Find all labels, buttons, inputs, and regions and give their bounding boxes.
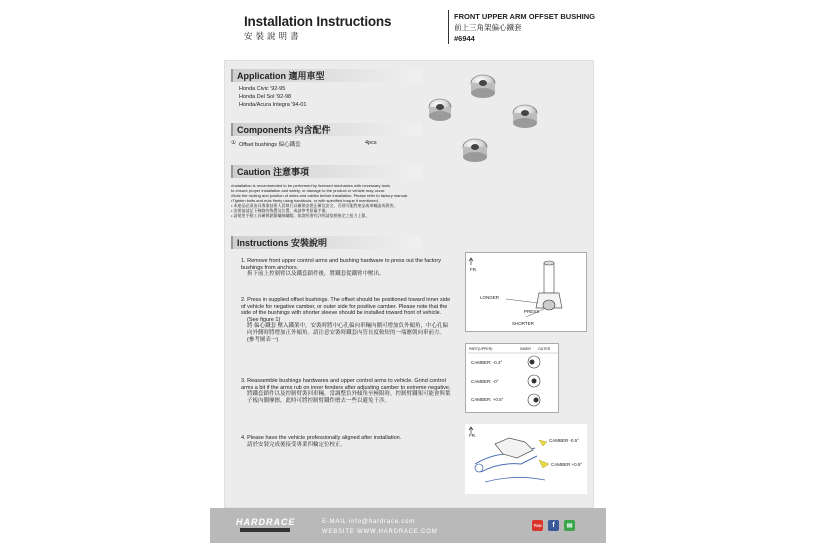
- application-heading-bar: [231, 69, 421, 82]
- instruction-step-3: [241, 378, 451, 404]
- instruction-step-1: [241, 258, 451, 278]
- youtube-icon[interactable]: You: [532, 520, 543, 531]
- step-text-cn: 將鐵套鎖件以及控制臂裝回車輛。當調整負外傾角至極限時，控制臂鐵架可能會與葉子板內側摩擦，此時可將控制臂鐵件磨去一些以避免干涉。: [247, 391, 451, 404]
- caution-text: [231, 183, 461, 218]
- bushing-shape: [463, 139, 487, 162]
- wechat-icon[interactable]: ✉: [564, 520, 575, 531]
- bushing-offset-shape: [528, 394, 540, 406]
- caution-line: •Tighten bolts and nuts firmly using handtools, or with specified torque if mentioned.: [231, 198, 379, 203]
- step-text-cn: 拆下前上控制臂以及鐵套鎖件後，將鐵套從鐵臂中壓出。: [247, 271, 385, 278]
- step-text: 2. Press in supplied offset bushings. The offset should be positioned toward inner side of vehicle for negative camber, or outer side for positive camber. Please note that the side of the bushings with shorter sleeve should be installed toward front of vehicle.: [241, 297, 451, 317]
- header-divider: [448, 10, 449, 44]
- email-text[interactable]: E-MAIL info@hardrace.com: [322, 519, 416, 525]
- bushing-shape: [471, 75, 495, 98]
- camber-negative-label: CAMBER -0.5°: [549, 438, 580, 443]
- caution-section: [231, 165, 421, 178]
- document-title: Installation Instructions: [244, 14, 392, 29]
- camber-row-label: CAMBER: +0.5°: [471, 397, 504, 402]
- application-heading: Application 適用車型: [237, 71, 325, 81]
- logo-stripe: [240, 528, 290, 532]
- instruction-sheet: [210, 0, 606, 543]
- hardrace-logo: [230, 514, 300, 536]
- instructions-heading: Instructions 安裝說明: [237, 238, 328, 248]
- component-item: [231, 140, 301, 148]
- table-header-outer: OUTER: [538, 347, 551, 351]
- document-title-cn: 安裝說明書: [244, 32, 302, 42]
- caution-line: • 安裝前請記下線路的佈置及位置，或請參考原廠手冊。: [231, 208, 330, 213]
- brand-name: HARDRACE: [236, 517, 296, 527]
- figure-longer-label: LONGER: [480, 295, 500, 300]
- figure-fr-label: FR.: [469, 433, 477, 438]
- caution-line: • 請使用手動工具確實鎖緊螺絲螺帽，如說明書有註明請依照指定之扭力上緊。: [231, 213, 370, 218]
- step-note: (See figure 1): [247, 316, 281, 323]
- table-header-inner: INNER: [520, 347, 531, 351]
- vehicle-item: Honda Del Sol '92-98: [239, 94, 292, 100]
- instructions-heading-bar: [231, 236, 421, 249]
- instruction-step-2: [241, 297, 451, 343]
- camber-positive-label: CAMBER +0.5°: [551, 462, 583, 467]
- application-section: [231, 69, 421, 82]
- vehicle-item: Honda Civic '92-95: [239, 86, 286, 92]
- product-name-cn: 前上三角架偏心鐵套: [454, 23, 522, 32]
- bushing-shape: [513, 105, 537, 128]
- caution-line: •Note the routing and position of wires and cables before installation. Please refer to factory manual.: [231, 193, 409, 198]
- step-text: 1. Remove front upper control arms and bushing hardware to press out the factory bushings from anchors.: [241, 258, 441, 271]
- step-text-cn: 將 偏心鐵套 壓入鐵架中，安裝時將中心孔偏向車輛內側可增加負外傾角，中心孔偏向外側時將增加正外傾角。請注意安裝時鐵套內管長度較短的一端應朝向車前方。(參考圖表一): [247, 323, 449, 343]
- step-text: 4. Please have the vehicle professionally aligned after installation.: [241, 435, 402, 441]
- front-arrow-icon: [469, 258, 473, 265]
- figure-press-label: PRESS: [524, 309, 540, 314]
- caution-heading-bar: [231, 165, 421, 178]
- camber-row-label: CAMBER: -0.3°: [471, 360, 503, 365]
- figure-1: [465, 252, 587, 332]
- content-panel: [224, 60, 594, 508]
- figure-shorter-label: SHORTER: [512, 321, 534, 326]
- figure-2-camber-table: [465, 343, 559, 413]
- caution-heading: Caution 注意事項: [237, 167, 309, 177]
- bushing-offset-shape: [528, 375, 540, 387]
- vehicle-list: [239, 85, 306, 109]
- arrow-icon: [539, 440, 547, 446]
- upper-arm-diagram: [465, 424, 587, 494]
- caution-line: to ensure proper installation and safety, or damage to the product or vehicle may occur.: [231, 188, 386, 193]
- bushing-offset-shape: [528, 356, 540, 368]
- table-header-part: PART(UPPER): [469, 347, 493, 351]
- instructions-section: [231, 236, 421, 249]
- bushing-shape: [429, 99, 451, 121]
- product-header: [454, 11, 595, 44]
- component-number: ①: [231, 140, 236, 146]
- caution-line: •Installation is recommended to be performed by licensed mechanics with necessary tools: [231, 183, 391, 188]
- facebook-icon[interactable]: f: [548, 520, 559, 531]
- part-number: #6944: [454, 34, 475, 43]
- page-footer: [210, 508, 606, 543]
- arrow-icon: [539, 460, 549, 468]
- component-name: Offset bushings 偏心鐵套: [238, 142, 301, 148]
- figure-3-upper-arm: [465, 424, 587, 494]
- components-heading: Components 內含配件: [237, 125, 331, 135]
- figure-fr-label: FR.: [470, 267, 478, 272]
- component-quantity: 4pcs: [365, 140, 377, 146]
- step-text: 3. Reassemble bushings hardwares and upper control arms to vehicle. Grind control arms a bit if the arms rub on inner fenders after adjusting camber to extreme negative.: [241, 378, 451, 391]
- camber-bushing-diagrams: [466, 344, 560, 414]
- document-header: [244, 14, 391, 42]
- components-section: [231, 123, 421, 136]
- components-heading-bar: [231, 123, 421, 136]
- product-name: FRONT UPPER ARM OFFSET BUSHING: [454, 12, 595, 21]
- step-text-cn: 請於安裝完成後接受專業四輪定位校正。: [247, 441, 347, 448]
- website-text[interactable]: WEBSITE WWW.HARDRACE.COM: [322, 529, 438, 535]
- caution-line: • 本產品必須由具專業技術人員執行以確保安裝正確及安全，否則可能對產品或車輛造成損害。: [231, 203, 398, 208]
- camber-row-label: CAMBER: -0°: [471, 379, 499, 384]
- front-arrow-icon: [469, 427, 473, 434]
- product-bushings-image: [425, 67, 555, 177]
- contact-info: [322, 517, 438, 537]
- instruction-step-4: [241, 435, 451, 448]
- vehicle-item: Honda/Acura Integra '94-01: [239, 102, 307, 108]
